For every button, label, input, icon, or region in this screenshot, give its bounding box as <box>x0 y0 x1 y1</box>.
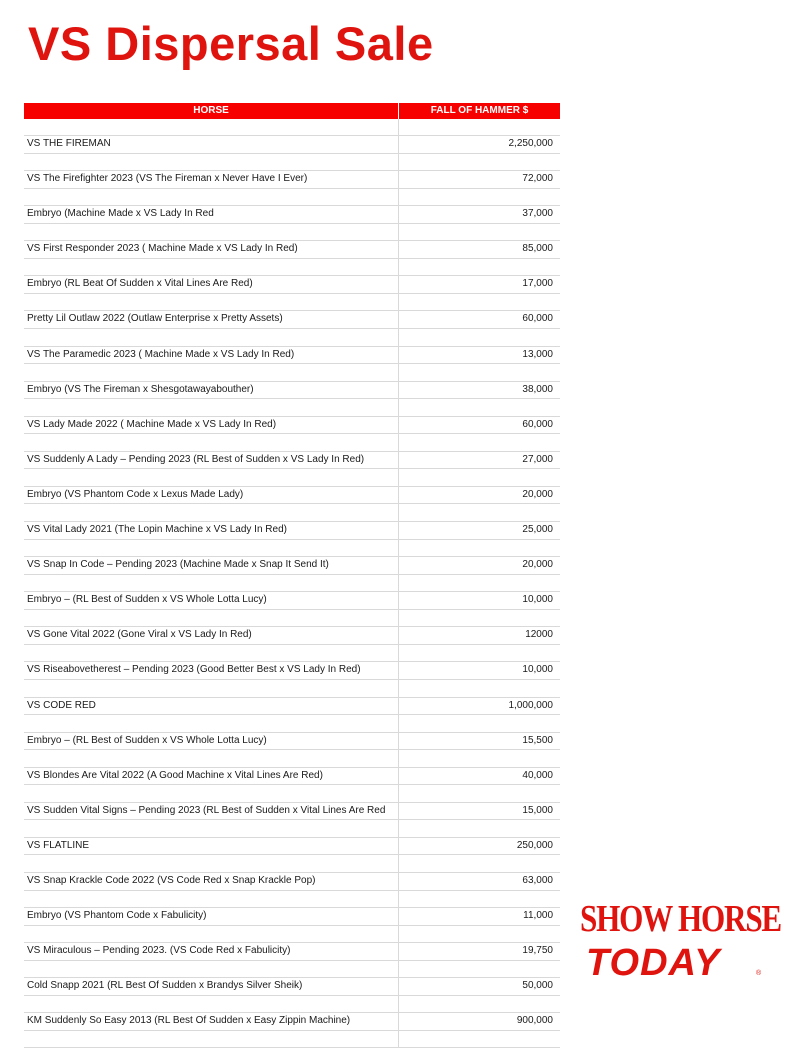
price-cell: 1,000,000 <box>508 699 553 711</box>
show-horse-today-logo <box>580 898 781 990</box>
price-cell: 10,000 <box>522 594 553 606</box>
price-cell: 10,000 <box>522 664 553 676</box>
table-row <box>24 698 560 716</box>
blank-row <box>24 680 560 698</box>
column-header-horse: HORSE <box>24 103 399 119</box>
table-row <box>24 417 560 435</box>
horse-cell: Cold Snapp 2021 (RL Best Of Sudden x Brandys Silver Sheik) <box>24 978 399 995</box>
horse-cell: Embryo – (RL Best of Sudden x VS Whole Lotta Lucy) <box>24 733 399 750</box>
horse-cell: VS THE FIREMAN <box>24 136 399 153</box>
table-row <box>24 733 560 751</box>
blank-row <box>24 645 560 663</box>
table-header <box>24 103 560 119</box>
blank-row <box>24 154 560 172</box>
price-cell: 19,750 <box>522 945 553 957</box>
price-cell: 25,000 <box>522 524 553 536</box>
table-row <box>24 803 560 821</box>
table-row <box>24 978 560 996</box>
table-row <box>24 136 560 154</box>
horse-cell: Embryo (VS Phantom Code x Fabulicity) <box>24 908 399 925</box>
blank-row <box>24 294 560 312</box>
price-cell: 20,000 <box>522 559 553 571</box>
blank-row <box>24 434 560 452</box>
table-row <box>24 522 560 540</box>
blank-row <box>24 469 560 487</box>
horse-cell: Embryo (Machine Made x VS Lady In Red <box>24 206 399 223</box>
table-row <box>24 347 560 365</box>
blank-row <box>24 259 560 277</box>
price-cell: 15,500 <box>522 734 553 746</box>
price-cell: 20,000 <box>522 488 553 500</box>
horse-cell: VS The Paramedic 2023 ( Machine Made x VS Lady In Red) <box>24 347 399 364</box>
horse-cell: VS Riseabovetherest – Pending 2023 (Good Better Best x VS Lady In Red) <box>24 662 399 679</box>
horse-cell: VS Snap In Code – Pending 2023 (Machine Made x Snap It Send It) <box>24 557 399 574</box>
horse-cell: VS The Firefighter 2023 (VS The Fireman x Never Have I Ever) <box>24 171 399 188</box>
logo-registered-mark: ® <box>756 970 762 977</box>
horse-cell: Embryo (VS The Fireman x Shesgotawayabouther) <box>24 382 399 399</box>
horse-cell: VS Miraculous – Pending 2023. (VS Code Red x Fabulicity) <box>24 943 399 960</box>
blank-row <box>24 329 560 347</box>
price-cell: 72,000 <box>522 173 553 185</box>
blank-row <box>24 189 560 207</box>
horse-cell: Embryo (RL Beat Of Sudden x Vital Lines Are Red) <box>24 276 399 293</box>
blank-row <box>24 504 560 522</box>
horse-cell: VS Gone Vital 2022 (Gone Viral x VS Lady In Red) <box>24 627 399 644</box>
blank-row <box>24 540 560 558</box>
horse-cell: VS FLATLINE <box>24 838 399 855</box>
horse-cell: Embryo – (RL Best of Sudden x VS Whole Lotta Lucy) <box>24 592 399 609</box>
price-cell: 60,000 <box>522 418 553 430</box>
table-row <box>24 311 560 329</box>
price-cell: 2,250,000 <box>508 138 553 149</box>
price-cell: 37,000 <box>522 208 553 220</box>
price-cell: 63,000 <box>522 874 553 886</box>
table-row <box>24 838 560 856</box>
horse-cell: VS Lady Made 2022 ( Machine Made x VS Lady In Red) <box>24 417 399 434</box>
blank-row <box>24 750 560 768</box>
table-row <box>24 276 560 294</box>
price-cell: 900,000 <box>516 1015 553 1027</box>
table-row <box>24 171 560 189</box>
price-cell: 17,000 <box>522 278 553 290</box>
table-row <box>24 382 560 400</box>
table-body <box>24 136 560 1048</box>
table-row <box>24 592 560 610</box>
blank-row <box>24 224 560 242</box>
table-row <box>24 487 560 505</box>
page-title: VS Dispersal Sale <box>28 17 434 70</box>
horse-cell: VS First Responder 2023 ( Machine Made x VS Lady In Red) <box>24 241 399 258</box>
blank-row <box>24 610 560 628</box>
horse-cell: VS Blondes Are Vital 2022 (A Good Machine x Vital Lines Are Red) <box>24 768 399 785</box>
blank-row <box>24 820 560 838</box>
price-cell: 12000 <box>525 629 553 641</box>
price-cell: 27,000 <box>522 453 553 465</box>
table-row <box>24 452 560 470</box>
table-row <box>24 943 560 961</box>
column-header-price: FALL OF HAMMER $ <box>430 105 529 116</box>
horse-cell: Embryo (VS Phantom Code x Lexus Made Lady) <box>24 487 399 504</box>
horse-cell: VS Vital Lady 2021 (The Lopin Machine x VS Lady In Red) <box>24 522 399 539</box>
blank-row <box>24 855 560 873</box>
logo-line1: SHOW HORSE <box>580 898 781 940</box>
price-cell: 50,000 <box>522 980 553 992</box>
table-row <box>24 206 560 224</box>
price-cell: 60,000 <box>522 313 553 325</box>
blank-row <box>24 961 560 979</box>
price-cell: 85,000 <box>522 243 553 255</box>
table-row <box>24 241 560 259</box>
horse-cell: VS Sudden Vital Signs – Pending 2023 (RL Best of Sudden x Vital Lines Are Red <box>24 803 399 820</box>
horse-cell: KM Suddenly So Easy 2013 (RL Best Of Sudden x Easy Zippin Machine) <box>24 1013 399 1030</box>
table-row <box>24 908 560 926</box>
horse-cell: VS Snap Krackle Code 2022 (VS Code Red x Snap Krackle Pop) <box>24 873 399 890</box>
blank-row <box>24 364 560 382</box>
price-cell: 13,000 <box>522 348 553 360</box>
price-cell: 40,000 <box>522 769 553 781</box>
blank-row <box>24 1031 560 1048</box>
blank-row <box>24 785 560 803</box>
blank-row <box>24 715 560 733</box>
blank-row <box>24 891 560 909</box>
price-cell: 38,000 <box>522 383 553 395</box>
table-row <box>24 557 560 575</box>
table-row <box>24 1013 560 1031</box>
blank-row <box>24 926 560 944</box>
price-cell: 15,000 <box>522 804 553 816</box>
blank-row <box>24 996 560 1014</box>
price-cell: 250,000 <box>516 839 553 851</box>
table-row <box>24 627 560 645</box>
table-row <box>24 768 560 786</box>
blank-row <box>24 399 560 417</box>
table-row <box>24 662 560 680</box>
logo-line2: TODAY <box>586 942 721 984</box>
price-cell: 11,000 <box>523 910 553 922</box>
horse-cell: Pretty Lil Outlaw 2022 (Outlaw Enterprise x Pretty Assets) <box>24 311 399 328</box>
table-row <box>24 873 560 891</box>
blank-row <box>24 119 560 136</box>
horse-cell: VS Suddenly A Lady – Pending 2023 (RL Best of Sudden x VS Lady In Red) <box>24 452 399 469</box>
sale-results-table <box>24 103 560 1048</box>
blank-row <box>24 575 560 593</box>
horse-cell: VS CODE RED <box>24 698 399 715</box>
